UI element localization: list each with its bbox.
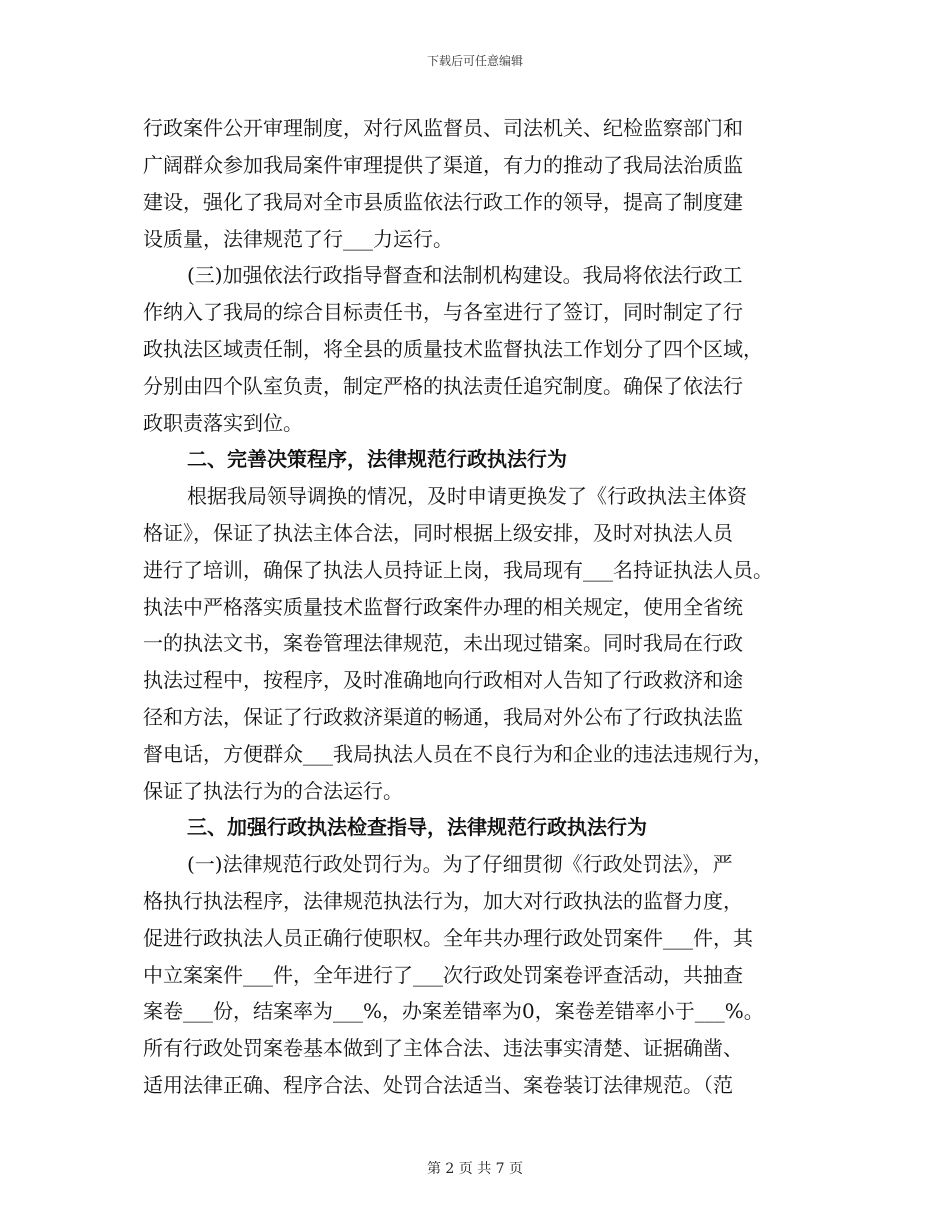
text-line: 促进行政执法人员正确行使职权。全年共办理行政处罚案件___件，其 (143, 926, 753, 950)
text-line: 广阔群众参加我局案件审理提供了渠道，有力的推动了我局法治质监 (143, 153, 743, 177)
text-line: 所有行政处罚案卷基本做到了主体合法、违法事实清楚、证据确凿、 (143, 1036, 743, 1060)
text-line: 中立案案件___件，全年进行了___次行政处罚案卷评查活动，共抽查 (143, 963, 743, 987)
header-note: 下载后可任意编辑 (426, 54, 523, 68)
text-line: 设质量，法律规范了行___力运行。 (143, 227, 453, 251)
section-heading-2: 二、完善决策程序，法律规范行政执法行为 (187, 447, 567, 471)
text-line: 径和方法，保证了行政救济渠道的畅通，我局对外公布了行政执法监 (143, 705, 743, 729)
text-line: (三)加强依法行政指导督查和法制机构建设。我局将依法行政工 (187, 263, 743, 287)
page-number: 第 2 页 共 7 页 (426, 1161, 524, 1177)
text-line: 行政案件公开审理制度，对行风监督员、司法机关、纪检监察部门和 (143, 116, 743, 140)
text-line: 执法过程中，按程序，及时准确地向行政相对人告知了行政救济和途 (143, 668, 743, 692)
text-line: 分别由四个队室负责，制定严格的执法责任追究制度。确保了依法行 (143, 374, 743, 398)
text-line: 作纳入了我局的综合目标责任书，与各室进行了签订，同时制定了行 (143, 300, 743, 324)
text-line: (一)法律规范行政处罚行为。为了仔细贯彻《行政处罚法》，严 (187, 852, 733, 876)
text-line: 督电话，方便群众___我局执法人员在不良行为和企业的违法违规行为， (143, 742, 773, 766)
text-line: 格执行执法程序，法律规范执法行为，加大对行政执法的监督力度， (143, 889, 743, 913)
text-line: 建设，强化了我局对全市县质监依法行政工作的领导，提高了制度建 (143, 190, 743, 214)
text-line: 格证》，保证了执法主体合法，同时根据上级安排，及时对执法人员 (143, 521, 733, 545)
text-line: 根据我局领导调换的情况，及时申请更换发了《行政执法主体资 (187, 484, 747, 508)
text-line: 适用法律正确、程序合法、处罚合法适当、案卷装订法律规范。（范 (143, 1073, 733, 1097)
text-line: 进行了培训，确保了执法人员持证上岗，我局现有___名持证执法人员。 (143, 558, 773, 582)
text-line: 保证了执法行为的合法运行。 (143, 779, 403, 803)
section-heading-3: 三、加强行政执法检查指导，法律规范行政执法行为 (187, 815, 647, 839)
text-line: 执法中严格落实质量技术监督行政案件办理的相关规定，使用全省统 (143, 595, 743, 619)
text-line: 政执法区域责任制，将全县的质量技术监督执法工作划分了四个区域， (143, 337, 763, 361)
text-line: 一的执法文书，案卷管理法律规范，未出现过错案。同时我局在行政 (143, 631, 743, 655)
text-line: 政职责落实到位。 (143, 411, 303, 435)
text-line: 案卷___份，结案率为___%，办案差错率为0，案卷差错率小于___%。 (143, 999, 764, 1023)
